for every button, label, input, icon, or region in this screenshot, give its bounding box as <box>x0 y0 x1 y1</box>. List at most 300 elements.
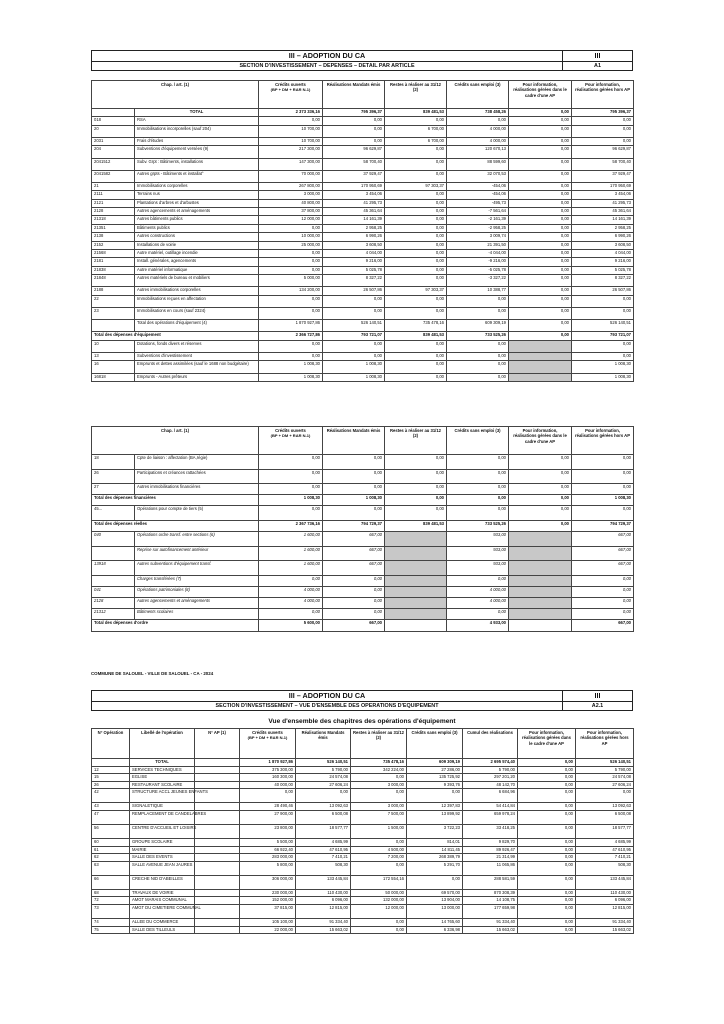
table-body <box>92 455 634 632</box>
row-value: 18 577,77 <box>296 824 351 838</box>
row-value: 733 525,26 <box>447 332 509 340</box>
operation-number: 74 <box>92 918 130 926</box>
row-code: 041 <box>92 586 135 597</box>
row-value: 4 000,00 <box>447 597 509 608</box>
row-value: 0,00 <box>572 307 634 319</box>
row-value: 0,00 <box>518 789 576 803</box>
table-row <box>92 320 634 332</box>
table-row <box>92 137 634 145</box>
row-code: 21848 <box>92 275 135 287</box>
row-value: 2 958,25 <box>572 224 634 232</box>
row-value: 0,00 <box>351 926 407 934</box>
row-value: 15 663,02 <box>463 926 518 934</box>
row-value: 0,00 <box>518 904 576 918</box>
row-value: -454,06 <box>447 182 509 190</box>
row-code: 2111 <box>92 191 135 199</box>
row-value: 0,00 <box>323 469 385 484</box>
row-value: 306 000,00 <box>240 875 296 889</box>
operation-ap <box>195 759 240 767</box>
operation-label: CRECHE NID D'ABEILLES <box>130 875 195 889</box>
row-code: 23 <box>92 307 135 319</box>
table-row <box>92 861 634 875</box>
row-value: 0,00 <box>385 241 447 249</box>
col-credits <box>259 81 323 109</box>
row-value: 667,00 <box>323 532 385 547</box>
row-value: 1 600,00 <box>259 532 323 547</box>
row-value: 288 581,59 <box>463 875 518 889</box>
row-label: Subventions d'investissement <box>135 352 259 360</box>
row-value: 0,00 <box>407 789 463 803</box>
row-value: 0,00 <box>447 352 509 360</box>
row-value: 0,00 <box>509 295 572 307</box>
row-code: 2181 <box>92 258 135 266</box>
row-value: 21 391,50 <box>447 241 509 249</box>
row-value: 47 610,95 <box>576 846 634 854</box>
row-value: 26 507,86 <box>323 287 385 295</box>
operation-number: 12 <box>92 766 130 774</box>
row-value: 0,00 <box>572 455 634 470</box>
row-value: 1 008,30 <box>572 373 634 381</box>
col-credits-sub: (BP + DM + RAR N-1) <box>270 433 311 439</box>
row-value: 0,00 <box>509 170 572 182</box>
row-value: 0,00 <box>385 117 447 125</box>
row-value: 70 000,00 <box>259 170 323 182</box>
table-row <box>92 241 634 249</box>
row-value: 1 008,30 <box>572 495 634 506</box>
row-value: 0,00 <box>259 575 323 586</box>
row-value: 110 430,00 <box>576 889 634 897</box>
row-value: 0,00 <box>518 875 576 889</box>
row-value: 794 729,37 <box>323 520 385 531</box>
row-value: 0,00 <box>509 332 572 340</box>
row-value: 25 000,00 <box>259 241 323 249</box>
row-value: 283 000,00 <box>240 854 296 862</box>
table-row <box>92 109 634 117</box>
row-value: 0,00 <box>259 250 323 258</box>
row-value: 40 800,00 <box>259 199 323 207</box>
row-value: -3 327,22 <box>447 275 509 287</box>
col-chap: Chap. / art. (1) <box>92 81 259 109</box>
row-value: 0,00 <box>572 469 634 484</box>
row-value: 97 303,37 <box>385 287 447 295</box>
row-value <box>509 609 572 620</box>
row-value: 40 000,00 <box>240 781 296 789</box>
row-value: 18 577,77 <box>576 824 634 838</box>
row-value: 5 025,78 <box>572 266 634 274</box>
row-code: 21318 <box>92 216 135 224</box>
row-value: 0,00 <box>259 258 323 266</box>
operation-label: GROUPE SCOLAIRE <box>130 838 195 846</box>
col-info-ap: Pour information, réalisations gérées dans le cadre d'une AP <box>518 729 576 759</box>
row-value: 0,00 <box>509 224 572 232</box>
operation-number: 47 <box>92 810 130 824</box>
row-label: Dotations, fonds divers et réserves <box>135 340 259 352</box>
row-value: 0,00 <box>447 609 509 620</box>
row-label: Immobilisations corporelles <box>135 182 259 190</box>
row-value: 0,00 <box>385 233 447 241</box>
row-value: 0,00 <box>323 575 385 586</box>
table-row <box>92 759 634 767</box>
row-value: 667,00 <box>323 546 385 561</box>
row-label: Opérations pour compte de tiers (5) <box>135 506 259 521</box>
section-header-a1 <box>91 50 633 71</box>
row-code <box>92 575 135 586</box>
row-value: 7 410,21 <box>576 854 634 862</box>
row-value: 1 870 927,86 <box>240 759 296 767</box>
row-value: 45 361,64 <box>323 208 385 216</box>
row-label: Immobilisations reçues en affectation <box>135 295 259 307</box>
row-label: Bâtiments scolaires <box>135 609 259 620</box>
row-label: Reprise sur autofinancement antérieur <box>135 546 259 561</box>
operation-ap <box>195 803 240 811</box>
row-label: Autres subventions d'équipement transf. <box>135 561 259 576</box>
row-value: 0,00 <box>509 495 572 506</box>
row-value: 23 800,00 <box>240 824 296 838</box>
row-value: 0,00 <box>509 233 572 241</box>
row-value: 45 361,64 <box>572 208 634 216</box>
operation-label: TOTAL <box>130 759 195 767</box>
row-value: 793 721,07 <box>323 332 385 340</box>
row-label: Opérations patrimoniales (8) <box>135 586 259 597</box>
row-value: 27 606,24 <box>576 781 634 789</box>
row-value: 0,00 <box>447 484 509 495</box>
row-code: 2041582 <box>92 170 135 182</box>
row-value: 15 663,02 <box>576 926 634 934</box>
row-value: 4 933,00 <box>447 620 509 631</box>
table-row <box>92 455 634 470</box>
row-value: 0,00 <box>323 125 385 137</box>
row-value: 1 008,30 <box>259 495 323 506</box>
row-value: 667,00 <box>572 620 634 631</box>
col-info-hors: Pour information, réalisations gérées hors AP <box>576 729 634 759</box>
row-value: 0,00 <box>518 897 576 905</box>
row-value: 1 008,30 <box>323 373 385 381</box>
row-value: 24 574,08 <box>296 774 351 782</box>
row-label: Cpte de liaison : affectation (BA,régie) <box>135 455 259 470</box>
row-label: Autres immobilisations financières <box>135 484 259 495</box>
row-value: 0,00 <box>509 208 572 216</box>
row-value: 0,00 <box>509 241 572 249</box>
col-sans-emploi: Crédits sans emploi (3) <box>447 427 509 455</box>
row-value: 14 108,75 <box>463 897 518 905</box>
row-label: Emprunts et dettes assimilées (sauf le 1688 non budgétaire) <box>135 361 259 373</box>
operation-label: CENTRE D'ACCUEIL ET LOISIRS <box>130 824 195 838</box>
row-value: 37 929,47 <box>323 170 385 182</box>
row-value: 4 000,00 <box>447 586 509 597</box>
operation-label: STRUCTURE ACCL JEUNES ENFANTS <box>130 789 195 803</box>
row-value: 839 481,53 <box>385 109 447 117</box>
row-code: 13 <box>92 352 135 360</box>
table-row <box>92 810 634 824</box>
row-value <box>509 561 572 576</box>
row-value: 267 800,00 <box>259 182 323 190</box>
row-value: 0,00 <box>351 838 407 846</box>
row-value: 0,00 <box>572 597 634 608</box>
operation-number: 73 <box>92 904 130 918</box>
operation-label: SALLE AVENUE JEAN JAURES <box>130 861 195 875</box>
col-info-hors: Pour information, réalisations gérées hors AP <box>572 427 634 455</box>
operation-label: AMGT DU CIMETIERE COMMUNAL <box>130 904 195 918</box>
row-value: 0,00 <box>385 455 447 470</box>
table-row <box>92 182 634 190</box>
row-value: 0,00 <box>323 340 385 352</box>
table-row <box>92 361 634 373</box>
row-value: 12 815,00 <box>296 904 351 918</box>
row-value: 0,00 <box>509 320 572 332</box>
section-header-a21 <box>91 690 633 711</box>
table-row <box>92 224 634 232</box>
row-value: 91 334,40 <box>296 918 351 926</box>
row-value <box>385 620 447 631</box>
row-value <box>509 373 572 381</box>
row-code: 21351 <box>92 224 135 232</box>
row-code: 21568 <box>92 250 135 258</box>
operation-ap <box>195 766 240 774</box>
row-value: 0,00 <box>509 125 572 137</box>
row-value: 54 414,84 <box>463 803 518 811</box>
col-restes: Restes à réaliser au 31/12 (2) <box>351 729 407 759</box>
row-value: 0,00 <box>259 484 323 495</box>
row-value: 152 000,00 <box>240 897 296 905</box>
row-value: 12 000,00 <box>351 904 407 918</box>
row-value: 147 300,00 <box>259 158 323 170</box>
row-value: 15 663,02 <box>296 926 351 934</box>
table-row <box>92 875 634 889</box>
row-value: 0,00 <box>385 275 447 287</box>
row-value: 2 695 574,40 <box>463 759 518 767</box>
row-value: 526 140,51 <box>296 759 351 767</box>
row-value: 105 100,00 <box>240 918 296 926</box>
row-value: 91 334,40 <box>576 918 634 926</box>
row-value: 0,00 <box>509 250 572 258</box>
header-code: III <box>563 691 633 702</box>
row-code: 2128 <box>92 208 135 216</box>
operation-ap <box>195 918 240 926</box>
row-code <box>92 109 135 117</box>
row-value: 526 140,51 <box>323 320 385 332</box>
row-value <box>509 532 572 547</box>
row-label: Total des dépenses financières <box>92 495 259 506</box>
row-value: 0,00 <box>351 861 407 875</box>
row-value: 4 685,99 <box>296 838 351 846</box>
table-row <box>92 854 634 862</box>
row-value: 4 000,00 <box>447 125 509 137</box>
row-value: 0,00 <box>509 199 572 207</box>
row-value: 1 870 927,86 <box>259 320 323 332</box>
row-value: 0,00 <box>385 199 447 207</box>
col-num-operation: N° Opération <box>92 729 130 759</box>
table-row <box>92 597 634 608</box>
row-value: 297 201,20 <box>463 774 518 782</box>
row-value: 11 065,86 <box>463 861 518 875</box>
row-value: 0,00 <box>572 117 634 125</box>
row-value <box>509 546 572 561</box>
row-value: 0,00 <box>518 861 576 875</box>
row-value: 0,00 <box>509 109 572 117</box>
row-value: 3 722,23 <box>407 824 463 838</box>
row-value: 177 659,98 <box>463 904 518 918</box>
row-value: 4 685,99 <box>576 838 634 846</box>
row-value: 0,00 <box>509 307 572 319</box>
row-value: 0,00 <box>323 137 385 145</box>
row-label: Autre matériel informatique <box>135 266 259 274</box>
row-code: 21838 <box>92 266 135 274</box>
col-credits <box>259 427 323 455</box>
row-code: 16818 <box>92 373 135 381</box>
row-value: 0,00 <box>323 597 385 608</box>
row-value: 0,00 <box>296 789 351 803</box>
row-value: 0,00 <box>385 352 447 360</box>
operation-label: ALLEE DU COMMERCE <box>130 918 195 926</box>
row-value: 0,00 <box>509 275 572 287</box>
operation-number: 56 <box>92 824 130 838</box>
row-value: 37 800,00 <box>259 208 323 216</box>
row-value: 22 000,00 <box>240 926 296 934</box>
depenses-detail-table <box>91 80 634 382</box>
row-value: 0,00 <box>447 469 509 484</box>
table-row <box>92 117 634 125</box>
row-value: 0,00 <box>447 117 509 125</box>
row-value: 172 554,16 <box>351 875 407 889</box>
row-code: 040 <box>92 532 135 547</box>
row-code: 22 <box>92 295 135 307</box>
row-value: 667,00 <box>572 561 634 576</box>
row-value: 667,00 <box>572 532 634 547</box>
row-value: 69 570,00 <box>407 889 463 897</box>
row-value: 1 600,00 <box>259 561 323 576</box>
row-value: 0,00 <box>259 307 323 319</box>
row-value: 0,00 <box>518 766 576 774</box>
row-value: 1 500,00 <box>351 824 407 838</box>
row-value: 5 000,00 <box>259 275 323 287</box>
operation-number: 43 <box>92 803 130 811</box>
operations-equipement-table <box>91 728 634 934</box>
row-label: Autres agencements et aménagements <box>135 208 259 216</box>
col-sans-emploi: Crédits sans emploi (3) <box>447 81 509 109</box>
row-label: Immobilisations incorporelles (sauf 204) <box>135 125 259 137</box>
operation-number: 75 <box>92 926 130 934</box>
row-value: 6 500,08 <box>576 810 634 824</box>
row-value: 0,00 <box>509 158 572 170</box>
row-value: 839 481,53 <box>385 520 447 531</box>
row-value: 0,00 <box>385 373 447 381</box>
row-value: 0,00 <box>447 495 509 506</box>
row-value: 0,00 <box>518 774 576 782</box>
row-value: 48 142,70 <box>463 781 518 789</box>
col-realisations: Réalisations Mandats émis <box>323 427 385 455</box>
col-credits-sub: (BP + DM + RAR N-1) <box>247 735 288 741</box>
table-row <box>92 532 634 547</box>
row-value: 133 445,84 <box>296 875 351 889</box>
header-code: III <box>563 51 633 62</box>
table-row <box>92 352 634 360</box>
row-value: 0,00 <box>518 810 576 824</box>
operation-label: SALLE DES EVENTS <box>130 854 195 862</box>
table-row <box>92 146 634 158</box>
row-value: 0,00 <box>323 295 385 307</box>
row-value: 0,00 <box>447 455 509 470</box>
operation-ap <box>195 781 240 789</box>
row-value: 0,00 <box>385 469 447 484</box>
row-value: 58 700,40 <box>572 158 634 170</box>
row-value: 96 629,87 <box>323 146 385 158</box>
row-value: 839 481,53 <box>385 332 447 340</box>
table-row <box>92 838 634 846</box>
row-code: 18 <box>92 455 135 470</box>
row-value <box>385 609 447 620</box>
row-value: 0,00 <box>323 506 385 521</box>
row-value: 6 096,00 <box>576 897 634 905</box>
row-value: 37 815,00 <box>240 904 296 918</box>
table-row <box>92 208 634 216</box>
row-label: Total des dépenses d'ordre <box>92 620 259 631</box>
row-value: 4 500,00 <box>351 846 407 854</box>
row-value <box>385 532 447 547</box>
row-value: 3 009,74 <box>447 233 509 241</box>
table-row <box>92 158 634 170</box>
row-code: 2031 <box>92 137 135 145</box>
table-row <box>92 275 634 287</box>
operation-number: 68 <box>92 889 130 897</box>
operation-ap <box>195 904 240 918</box>
row-value <box>509 597 572 608</box>
row-label: Charges transférées (7) <box>135 575 259 586</box>
row-label: Autres grpts - Bâtiments et installat° <box>135 170 259 182</box>
row-value: 8 327,22 <box>323 275 385 287</box>
table-row <box>92 546 634 561</box>
row-value: 37 929,47 <box>572 170 634 182</box>
row-value: 4 044,00 <box>323 250 385 258</box>
row-label: Autres bâtiments publics <box>135 216 259 224</box>
row-value: 0,00 <box>385 340 447 352</box>
row-value: 58 700,40 <box>323 158 385 170</box>
operation-label: AMGT MARAIS COMMUNAL <box>130 897 195 905</box>
row-value: 88 599,60 <box>447 158 509 170</box>
row-value: 0,00 <box>509 506 572 521</box>
row-value: 793 721,07 <box>572 332 634 340</box>
row-value <box>385 586 447 597</box>
row-value: 6 990,26 <box>323 233 385 241</box>
row-value: 0,00 <box>572 506 634 521</box>
row-label: Frais d'études <box>135 137 259 145</box>
table-row <box>92 258 634 266</box>
row-value: 0,00 <box>572 352 634 360</box>
row-value: 0,00 <box>447 361 509 373</box>
col-restes: Restes à réaliser au 31/12 (2) <box>385 81 447 109</box>
row-value: 0,00 <box>323 455 385 470</box>
col-credits-label: Crédits ouverts <box>252 730 283 735</box>
row-value: 14 765,60 <box>407 918 463 926</box>
row-value: 0,00 <box>385 158 447 170</box>
row-value: 0,00 <box>259 266 323 274</box>
commune-footer: COMMUNE DE SALOUEL - VILLE DE SALOUEL - CA - 2024 <box>91 671 214 676</box>
operation-number: 26 <box>92 781 130 789</box>
operation-number: 63 <box>92 861 130 875</box>
row-value: -4 044,00 <box>447 250 509 258</box>
row-value: 26 507,86 <box>572 287 634 295</box>
operation-number: 62 <box>92 854 130 862</box>
row-value: 795 396,37 <box>323 109 385 117</box>
operation-ap <box>195 897 240 905</box>
row-value: 8 327,22 <box>572 275 634 287</box>
row-value: 0,00 <box>509 520 572 531</box>
row-label: Opérations ordre transf. entre sections (6) <box>135 532 259 547</box>
row-value: 1 008,30 <box>259 373 323 381</box>
row-value: 12 397,83 <box>407 803 463 811</box>
row-value: 3 608,50 <box>572 241 634 249</box>
operation-number: 72 <box>92 897 130 905</box>
row-value: 0,00 <box>385 208 447 216</box>
